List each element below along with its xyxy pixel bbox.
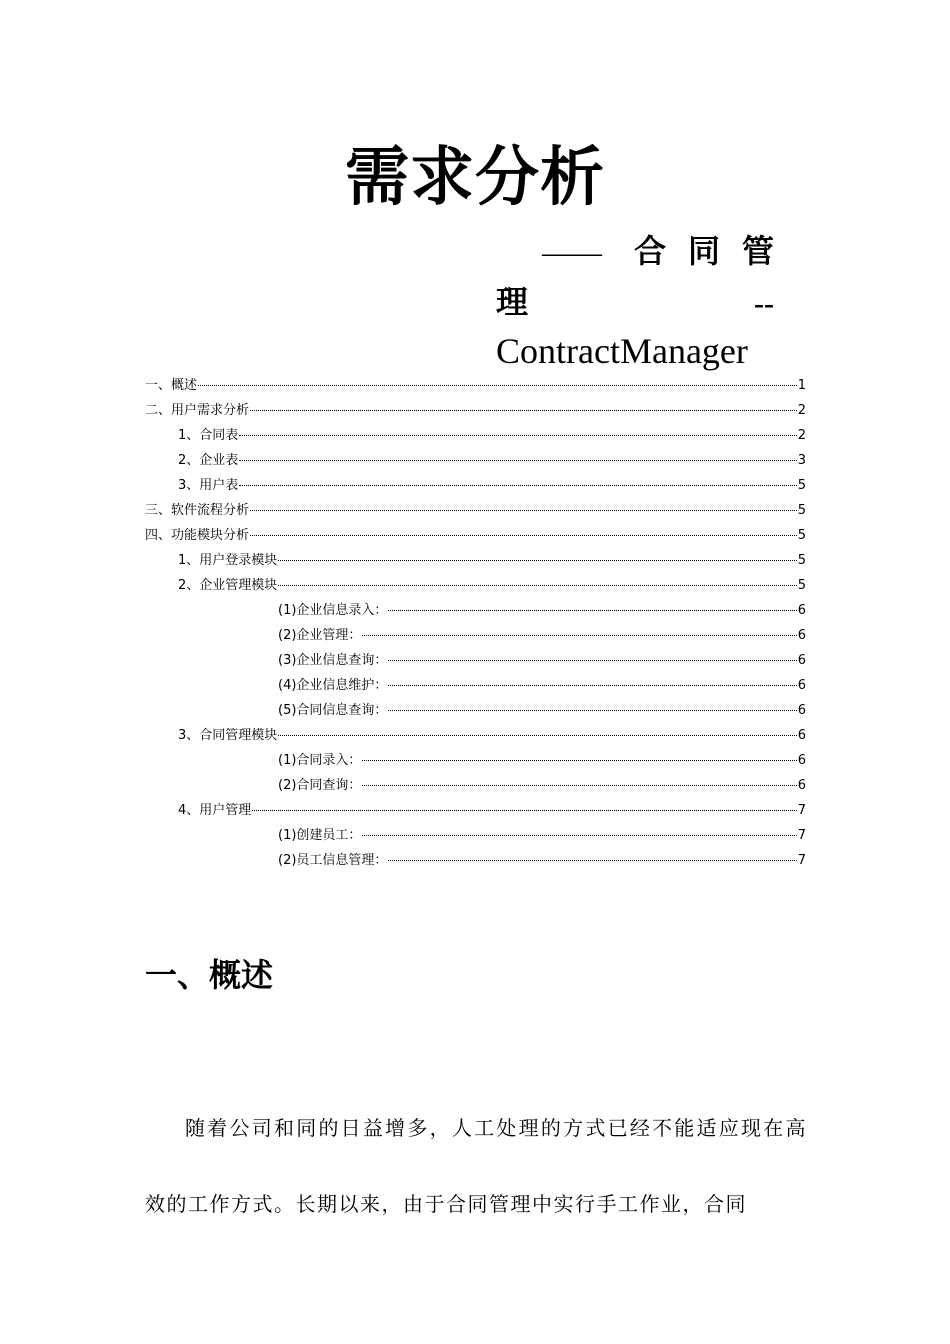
toc-entry-page: 6 [797, 728, 806, 743]
toc-entry-page: 6 [797, 753, 806, 768]
toc-entry-page: 7 [797, 853, 806, 868]
toc-entry-page: 5 [797, 528, 806, 543]
toc-entry[interactable] [145, 776, 806, 801]
toc-entry-label: (4)企业信息维护： [278, 678, 388, 693]
toc-dot-leader [198, 384, 797, 386]
toc-entry[interactable] [145, 676, 806, 701]
document-title: 需求分析 [345, 141, 605, 215]
toc-entry-page: 2 [797, 403, 806, 418]
subtitle-char-4: 理 [496, 283, 529, 321]
toc-entry-page: 6 [797, 603, 806, 618]
toc-entry-page: 3 [797, 453, 806, 468]
toc-entry-page: 7 [797, 828, 806, 843]
subtitle-dash: —— [541, 236, 602, 269]
toc-dot-leader [388, 859, 796, 861]
toc-entry[interactable] [145, 851, 806, 876]
toc-entry[interactable] [145, 651, 806, 676]
toc-dot-leader [388, 609, 796, 611]
toc-entry-label: (1)企业信息录入： [278, 603, 388, 618]
toc-dot-leader [278, 734, 796, 736]
toc-entry-label: 2、企业管理模块 [178, 578, 278, 593]
toc-entry-label: (2)企业管理： [278, 628, 362, 643]
toc-entry-page: 6 [797, 703, 806, 718]
toc-entry[interactable] [145, 476, 806, 501]
toc-entry-page: 6 [797, 678, 806, 693]
table-of-contents [145, 376, 806, 876]
toc-entry-label: 1、用户登录模块 [178, 553, 278, 568]
subtitle-char-1: 合 [633, 232, 666, 270]
toc-entry-label: 3、用户表 [178, 478, 239, 493]
toc-entry-label: 四、功能模块分析 [145, 528, 250, 543]
toc-dot-leader [250, 509, 797, 511]
toc-entry-page: 1 [797, 378, 806, 393]
subtitle-char-3: 管 [741, 232, 774, 270]
toc-entry[interactable] [145, 601, 806, 626]
toc-entry[interactable] [145, 751, 806, 776]
toc-dot-leader [388, 684, 796, 686]
toc-entry-page: 5 [797, 503, 806, 518]
body-paragraph: 随着公司和同的日益增多，人工处理的方式已经不能适应现在高效的工作方式。长期以来，由于合同管理中实行手工作业，合同 [145, 1116, 807, 1216]
toc-entry-label: (1)创建员工： [278, 828, 362, 843]
toc-entry-page: 5 [797, 578, 806, 593]
toc-entry-page: 2 [797, 428, 806, 443]
toc-entry-label: (3)企业信息查询： [278, 653, 388, 668]
subtitle-english: ContractManager [496, 331, 748, 371]
toc-entry[interactable] [145, 401, 806, 426]
toc-dot-leader [362, 759, 796, 761]
toc-entry[interactable] [145, 626, 806, 651]
toc-dot-leader [388, 659, 796, 661]
toc-dot-leader [362, 834, 796, 836]
toc-entry-label: 三、软件流程分析 [145, 503, 250, 518]
toc-entry-label: 一、概述 [145, 378, 198, 393]
toc-entry-page: 6 [797, 628, 806, 643]
toc-entry[interactable] [145, 451, 806, 476]
toc-entry-label: 二、用户需求分析 [145, 403, 250, 418]
toc-dot-leader [278, 584, 796, 586]
toc-dot-leader [362, 784, 796, 786]
toc-dot-leader [250, 534, 797, 536]
toc-entry-page: 6 [797, 653, 806, 668]
toc-dot-leader [239, 459, 796, 461]
toc-entry[interactable] [145, 801, 806, 826]
toc-entry-label: 2、企业表 [178, 453, 239, 468]
toc-entry-label: (5)合同信息查询： [278, 703, 388, 718]
toc-entry-label: (2)合同查询： [278, 778, 362, 793]
toc-entry[interactable] [145, 726, 806, 751]
toc-dot-leader [278, 559, 796, 561]
toc-entry[interactable] [145, 701, 806, 726]
toc-entry-label: 3、合同管理模块 [178, 728, 278, 743]
toc-entry-page: 6 [797, 778, 806, 793]
toc-dot-leader [388, 709, 796, 711]
section-heading: 一、概述 [145, 956, 274, 994]
subtitle-line-2 [496, 282, 774, 324]
subtitle-double-dash: -- [754, 287, 774, 320]
toc-entry[interactable] [145, 551, 806, 576]
toc-entry-label: (2)员工信息管理： [278, 853, 388, 868]
subtitle-char-2: 同 [687, 232, 720, 270]
toc-entry-page: 7 [797, 803, 806, 818]
toc-entry[interactable] [145, 826, 806, 851]
toc-entry-label: 4、用户管理 [178, 803, 252, 818]
toc-entry-label: 1、合同表 [178, 428, 239, 443]
toc-dot-leader [362, 634, 796, 636]
toc-dot-leader [252, 809, 796, 811]
toc-dot-leader [250, 409, 797, 411]
toc-entry-page: 5 [797, 553, 806, 568]
toc-entry[interactable] [145, 576, 806, 601]
toc-entry-label: (1)合同录入： [278, 753, 362, 768]
toc-dot-leader [239, 434, 796, 436]
subtitle-line-1 [496, 231, 774, 273]
toc-entry-page: 5 [797, 478, 806, 493]
toc-entry[interactable] [145, 526, 806, 551]
toc-entry[interactable] [145, 501, 806, 526]
toc-entry[interactable] [145, 426, 806, 451]
toc-entry[interactable] [145, 376, 806, 401]
toc-dot-leader [239, 484, 796, 486]
